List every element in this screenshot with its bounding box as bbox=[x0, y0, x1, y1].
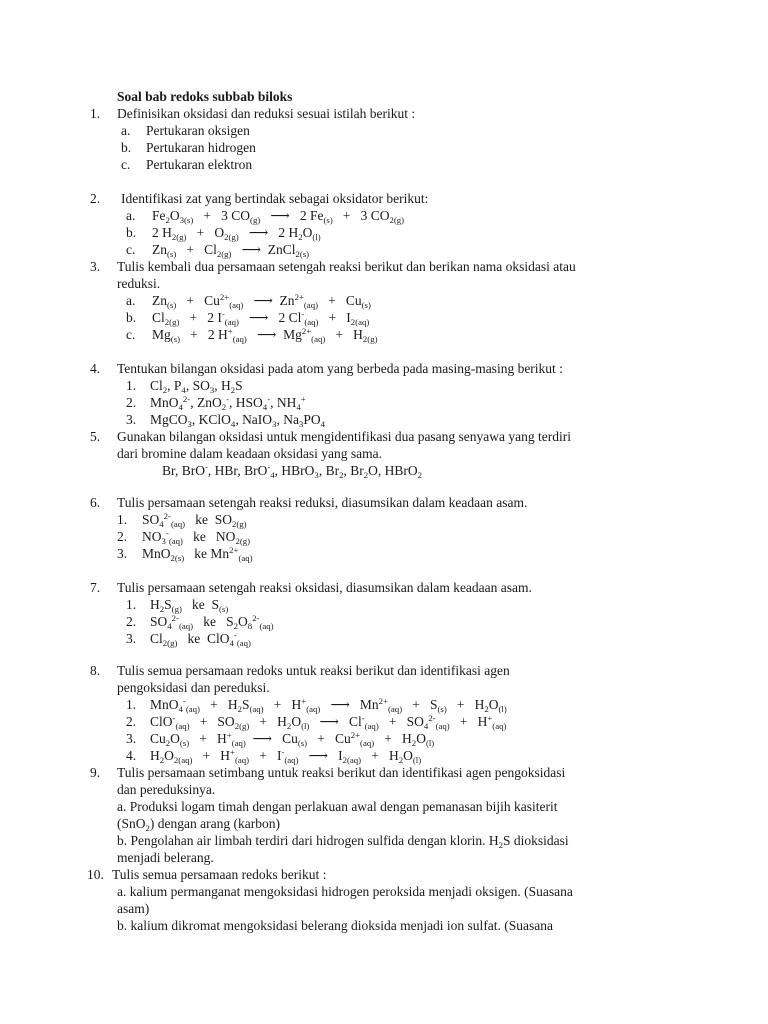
item-number: 1. bbox=[126, 378, 137, 393]
document-line: Tulis persamaan setengah reaksi reduksi, diasumsikan dalam keadaan asam. bbox=[117, 495, 528, 510]
document-line: MnO$_4^{2-}$, ZnO$_2$-, $HSO_4^-$, $NH_4^+$ bbox=[150, 394, 306, 413]
document-title: Soal bab redoks subbab biloks bbox=[117, 89, 293, 104]
item-number: 2. bbox=[117, 529, 128, 544]
document-line: Gunakan bilangan oksidasi untuk mengidentifikasi dua pasang senyawa yang terdiri bbox=[117, 429, 572, 444]
document-line: $ClO^-_{(aq)} + SO_{2(g)} + H_2O_{(l)}$ ⟶ $Cl^-_{(aq)} + SO_4^{2-}_{(aq)} + H^+_{(aq)}$ bbox=[150, 713, 507, 732]
document-line: $Cu_2O_{(s)} + H^+_{(aq)}$ ⟶ $Cu_{(s)} + Cu^{2+}_{(aq)} + H_2O_{(l)}$ bbox=[150, 730, 435, 749]
item-number: b. bbox=[126, 310, 137, 325]
document-line: $Mg_{(s)} + 2$ $H^+_{(aq)}$ ⟶ $Mg^{2+}_{(aq)} + H_{2(g)}$ bbox=[152, 326, 378, 345]
document-line: Tulis semua persamaan redoks untuk reaksi berikut dan identifikasi agen bbox=[117, 663, 510, 678]
document-line: $MnO_4^-_{(aq)} + H_2S_{(aq)} + H^+_{(aq)}$ ⟶ $Mn^{2+}_{(aq)} + S_{(s)} + H_2O_{(l)}$ bbox=[150, 696, 507, 715]
document-line: a. Produksi logam timah dengan perlakuan awal dengan pemanasan bijih kasiterit bbox=[117, 799, 558, 814]
item-number: 1. bbox=[117, 512, 128, 527]
document-line: a. kalium permanganat mengoksidasi hidrogen peroksida menjadi oksigen. (Suasana bbox=[117, 884, 573, 899]
document-line: $Cl_{2(g)} + 2$ $I^-_{(aq)}$ ⟶ 2 $Cl^-_{(aq)} + I_{2(aq)}$ bbox=[152, 309, 370, 328]
item-number: 1. bbox=[126, 697, 137, 712]
item-number: 3. bbox=[126, 731, 137, 746]
item-number: 3. bbox=[90, 259, 101, 274]
item-number: b. bbox=[126, 225, 137, 240]
item-number: a. bbox=[121, 123, 131, 138]
document-line: pengoksidasi dan pereduksi. bbox=[117, 680, 270, 695]
document-line: $Fe_2O_{3(s)} + 3$ $CO_{(g)}$ ⟶ 2 $Fe_{(s)} + 3$ $CO_{2(g)}$ bbox=[152, 208, 405, 226]
item-number: 3. bbox=[126, 412, 137, 427]
item-number: 9. bbox=[90, 765, 101, 780]
document-line: Tulis kembali dua persamaan setengah reaksi berikut dan berikan nama oksidasi atau bbox=[117, 259, 576, 274]
item-number: 4. bbox=[90, 361, 101, 376]
document-line: $Zn_{(s)} + Cu^{2+}_{(aq)}$ ⟶ $Zn^{2+}_{(aq)} + Cu_{(s)}$ bbox=[152, 292, 371, 311]
document-line: (SnO$_2$) dengan arang (karbon) bbox=[117, 816, 280, 834]
document-line: dan pereduksinya. bbox=[117, 782, 216, 797]
document-line: Identifikasi zat yang bertindak sebagai oksidator berikut: bbox=[121, 191, 429, 206]
document-line: Tentukan bilangan oksidasi pada atom yang berbeda pada masing-masing berikut : bbox=[117, 361, 563, 376]
item-number: 2. bbox=[90, 191, 101, 206]
document-line: reduksi. bbox=[117, 276, 161, 291]
item-number: 2. bbox=[126, 395, 137, 410]
item-number: 2. bbox=[126, 714, 137, 729]
item-number: c. bbox=[126, 242, 136, 257]
document-line: $NO_3^-_{(aq)}$ ke $NO_{2(g)}$ bbox=[142, 528, 251, 547]
document-line: Pertukaran elektron bbox=[146, 157, 253, 172]
document-line: Definisikan oksidasi dan reduksi sesuai istilah berikut : bbox=[117, 106, 416, 121]
item-number: a. bbox=[126, 208, 136, 223]
document-line: $SO_4^{2-}_{(aq)}$ ke $S_2O_8^{2-}_{(aq)}$ bbox=[150, 613, 274, 632]
item-number: c. bbox=[121, 157, 131, 172]
document-line: $Zn_{(s)} + Cl_{2(g)}$ ⟶ ZnCl$_{2(s)}$ bbox=[152, 242, 310, 260]
document-line: Br, BrO-, HBr, BrO-$_4$, HBrO$_3$, $Br_2$, $Br_2O$, HBrO$_2$ bbox=[162, 462, 422, 481]
item-number: a. bbox=[126, 293, 136, 308]
document-line: Tulis persamaan setimbang untuk reaksi berikut dan identifikasi agen pengoksidasi bbox=[117, 765, 566, 780]
document-line: Tulis persamaan setengah reaksi oksidasi, diasumsikan dalam keadaan asam. bbox=[117, 580, 532, 595]
item-number: 7. bbox=[90, 580, 101, 595]
document-line: Pertukaran hidrogen bbox=[146, 140, 256, 155]
document-line: dari bromine dalam keadaan oksidasi yang sama. bbox=[117, 446, 383, 461]
item-number: 8. bbox=[90, 663, 101, 678]
item-number: 1. bbox=[126, 597, 137, 612]
document-line: $Cl_{2(g)}$ ke ClO$_4$-$_{(aq)}$ bbox=[150, 630, 251, 649]
document-line: menjadi belerang. bbox=[117, 850, 214, 865]
document-line: $SO_4^{2-}_{(aq)}$ ke $SO_{2(g)}$ bbox=[142, 511, 247, 530]
item-number: 3. bbox=[117, 546, 128, 561]
document-line: MnO$_{2(s)}$ ke $Mn^{2+}_{(aq)}$ bbox=[142, 545, 253, 564]
document-line: b. kalium dikromat mengoksidasi belerang dioksida menjadi ion sulfat. (Suasana bbox=[117, 918, 554, 933]
document-line: asam) bbox=[117, 901, 150, 916]
item-number: 1. bbox=[90, 106, 101, 121]
document-line: $H_2S_{(g)}$ ke $S_{(s)}$ bbox=[150, 597, 229, 615]
document-line: b. Pengolahan air limbah terdiri dari hidrogen sulfida dengan klorin. $H_2S$ dioksidasi bbox=[117, 833, 569, 851]
document-line: Pertukaran oksigen bbox=[146, 123, 250, 138]
document-line: $Cl_2$, $P_4$, $SO_3$, $H_2S$ bbox=[150, 378, 243, 396]
item-number: 6. bbox=[90, 495, 101, 510]
item-number: c. bbox=[126, 327, 136, 342]
item-number: 3. bbox=[126, 631, 137, 646]
document-line: 2 $H_{2(g)} + O_{2(g)}$ ⟶ 2 $H_2O_{(l)}$ bbox=[152, 225, 321, 243]
item-number: 10. bbox=[87, 867, 104, 882]
item-number: 2. bbox=[126, 614, 137, 629]
item-number: 5. bbox=[90, 429, 101, 444]
document-line: MgCO$_3$, KClO$_4$, NaIO$_3$, $Na_3PO_4$ bbox=[150, 412, 325, 430]
item-number: 4. bbox=[126, 748, 137, 763]
item-number: b. bbox=[121, 140, 132, 155]
document-line: Tulis semua persamaan redoks berikut : bbox=[112, 867, 327, 882]
document-line: $H_2O_{2(aq)} + H^+_{(aq)} + I^-_{(aq)}$ ⟶ $I_{2(aq)} + H_2O_{(l)}$ bbox=[150, 747, 422, 766]
